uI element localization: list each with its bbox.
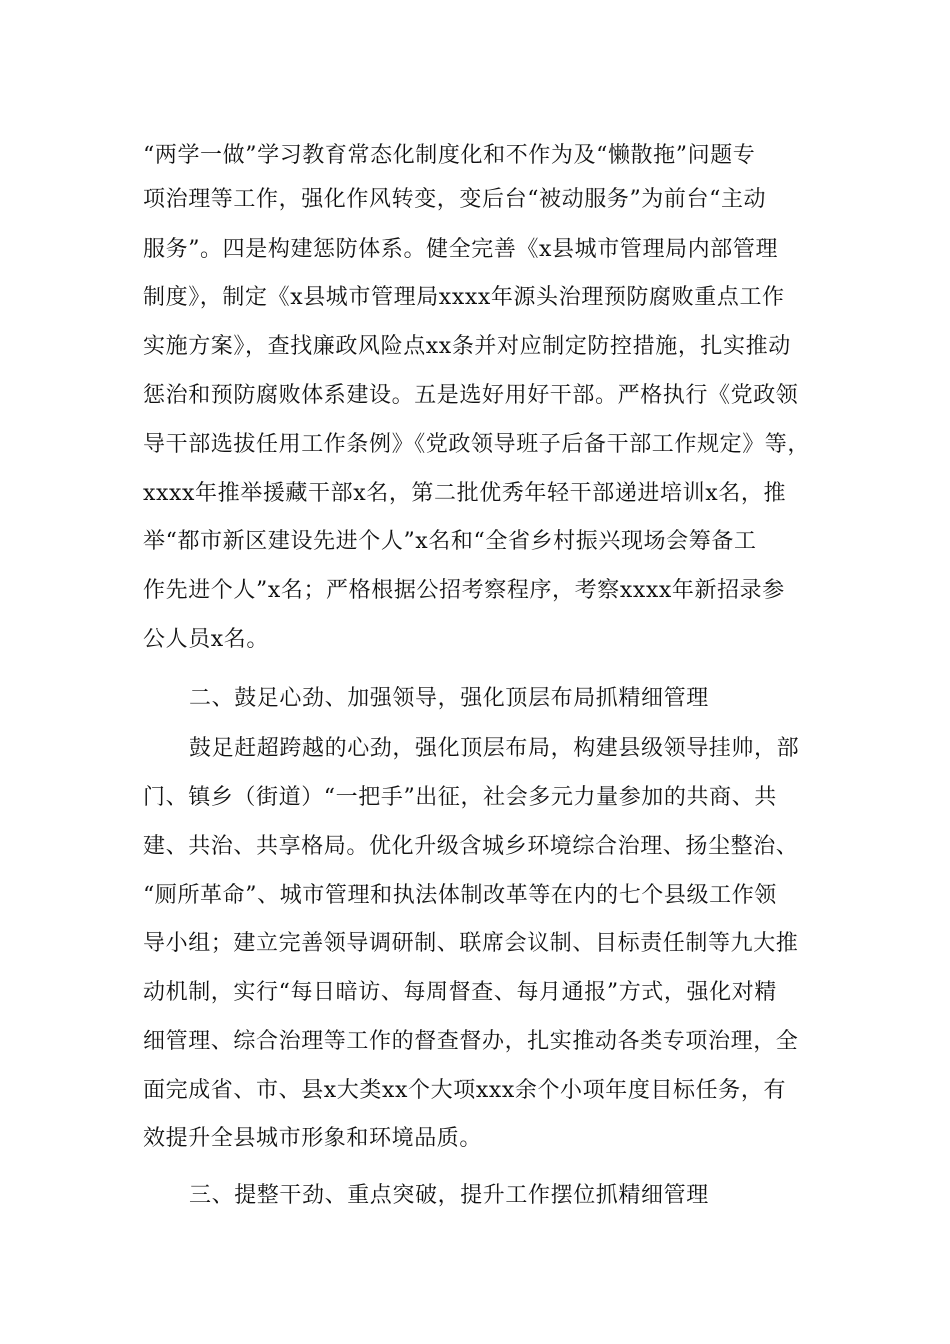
text-line-content: 面完成省、市、县x大类xx个大项xxx余个小项年度目标任务，有 [143,1078,787,1103]
text-line [0,327,950,367]
text-line-content: xxxx年推举援藏干部x名，第二批优秀年轻干部递进培训x名，推 [143,481,787,506]
text-line-content: “两学一做”学习教育常态化制度化和不作为及“懒散拖”问题专 [143,143,756,168]
text-line-content: 建、共治、共享格局。优化升级含城乡环境综合治理、扬尘整治、 [143,834,799,859]
text-line-content: 动机制，实行“每日暗访、每周督查、每月通报”方式，强化对精 [143,980,777,1005]
section-heading-text: 二、鼓足心劲、加强领导，强化顶层布局抓精细管理 [189,686,709,711]
text-line-content: 细管理、综合治理等工作的督查督办，扎实推动各类专项治理，全 [143,1029,799,1054]
text-line-content: “厕所革命”、城市管理和执法体制改革等在内的七个县级工作领 [143,883,777,908]
text-line-content: 实施方案》，查找廉政风险点xx条并对应制定防控措施，扎实推动 [143,334,791,359]
section-heading [0,679,950,719]
text-line [0,973,950,1013]
text-line [0,827,950,867]
text-line [0,571,950,611]
text-line-content: 公人员x名。 [143,627,270,652]
text-line [0,376,950,416]
text-line [0,136,950,176]
text-line [0,1071,950,1111]
section-heading-text: 三、提整干劲、重点突破，提升工作摆位抓精细管理 [189,1183,709,1208]
text-line [0,474,950,514]
text-line [0,230,950,270]
text-line [0,278,950,318]
text-line [0,425,950,465]
text-line [0,729,950,769]
text-line-content: 项治理等工作，强化作风转变，变后台“被动服务”为前台“主动 [143,187,767,212]
text-line-content: 举“都市新区建设先进个人”x名和“全省乡村振兴现场会筹备工 [143,529,757,554]
text-line-content: 服务”。四是构建惩防体系。健全完善《x县城市管理局内部管理 [143,237,779,262]
text-line [0,876,950,916]
section-heading [0,1176,950,1216]
text-line [0,180,950,220]
text-line-content: 鼓足赶超跨越的心劲，强化顶层布局，构建县级领导挂帅，部 [189,736,800,761]
text-line [0,620,950,660]
text-line [0,1119,950,1159]
text-line [0,522,950,562]
text-line-content: 作先进个人”x名；严格根据公招考察程序，考察xxxx年新招录参 [143,578,785,603]
text-line [0,924,950,964]
text-line-content: 门、镇乡（街道）“一把手”出征，社会多元力量参加的共商、共 [143,785,777,810]
text-line [0,1022,950,1062]
text-line [0,778,950,818]
text-line-content: 惩治和预防腐败体系建设。五是选好用好干部。严格执行《党政领 [143,383,799,408]
text-line-content: 制度》，制定《x县城市管理局xxxx年源头治理预防腐败重点工作 [143,285,785,310]
text-line-content: 效提升全县城市形象和环境品质。 [143,1126,483,1151]
text-line-content: 导干部选拔任用工作条例》《党政领导班子后备干部工作规定》等， [143,432,811,457]
text-line-content: 导小组；建立完善领导调研制、联席会议制、目标责任制等九大推 [143,931,799,956]
